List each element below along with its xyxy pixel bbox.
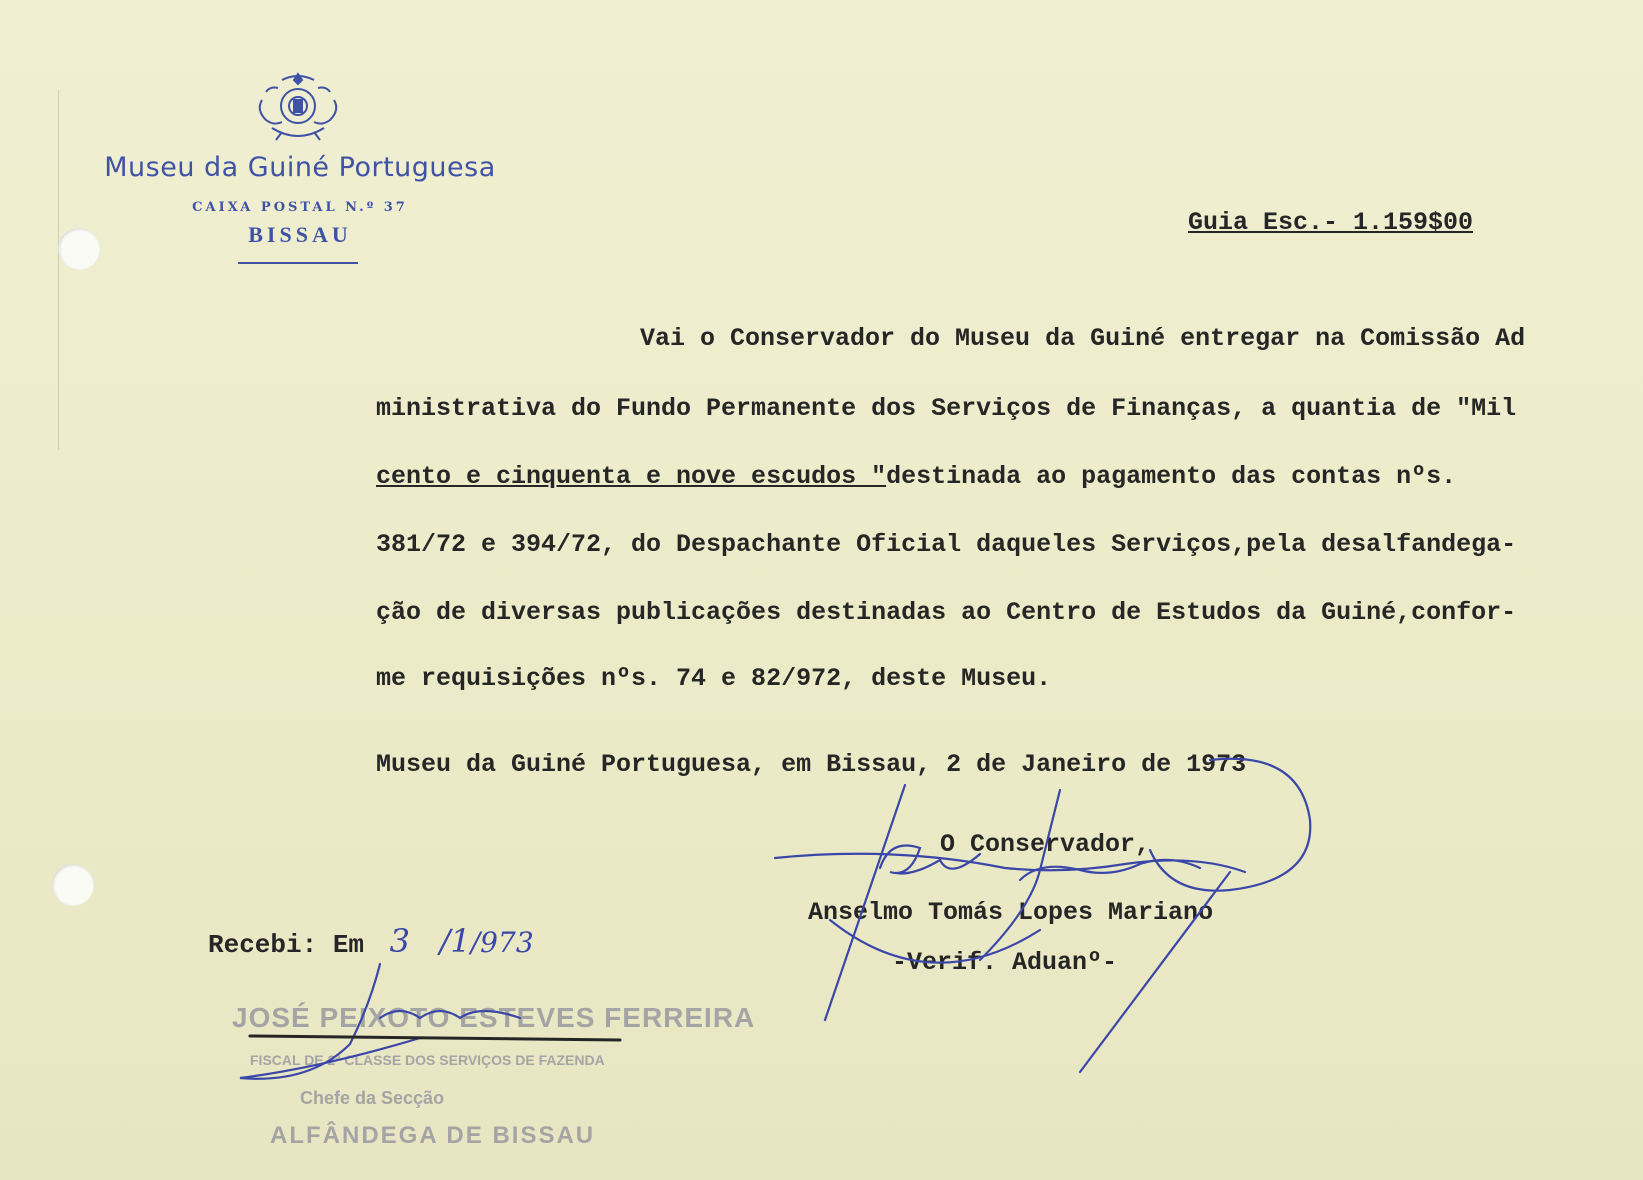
body-line-4: 381/72 e 394/72, do Despachante Oficial daqueles Serviços,pela desalfandega- bbox=[376, 530, 1517, 559]
amount-in-words: cento e cinquenta e nove escudos " bbox=[376, 462, 887, 491]
stamp-section: Chefe da Secção bbox=[300, 1088, 445, 1108]
body-line-3-rest: destinada ao pagamento das contas nºs. bbox=[886, 462, 1457, 491]
receipt-sep: / bbox=[439, 922, 451, 960]
guia-amount: Guia Esc.- 1.159$00 bbox=[1188, 208, 1474, 237]
receipt-day: 3 bbox=[389, 922, 410, 960]
body-line-2: ministrativa do Fundo Permanente dos Serviços de Finanças, a quantia de "Mil bbox=[376, 394, 1517, 423]
receipt-month: 1 bbox=[450, 922, 471, 960]
city: BISSAU bbox=[248, 222, 352, 247]
stamp-office: ALFÂNDEGA DE BISSAU bbox=[270, 1122, 596, 1149]
receipt-label: Recebi: Em bbox=[208, 930, 365, 960]
signatory-name: Anselmo Tomás Lopes Mariano bbox=[808, 898, 1214, 927]
postal-box: CAIXA POSTAL N.º 37 bbox=[192, 200, 408, 215]
stamp-title: FISCAL DE 2ª CLASSE DOS SERVIÇOS DE FAZENDA bbox=[250, 1052, 605, 1068]
date-line: Museu da Guiné Portuguesa, em Bissau, 2 de Janeiro de 1973 bbox=[376, 750, 1247, 779]
body-line-1: Vai o Conservador do Museu da Guiné entregar na Comissão Ad bbox=[640, 324, 1526, 353]
body-line-5: ção de diversas publicações destinadas ao Centro de Estudos da Guiné,confor- bbox=[376, 598, 1517, 627]
signatory-title: O Conservador, bbox=[940, 830, 1151, 859]
stamp-name: JOSÉ PEIXOTO ESTEVES FERREIRA bbox=[232, 1002, 756, 1033]
body-line-6: me requisições nºs. 74 e 82/972, deste Museu. bbox=[376, 664, 1052, 693]
receipt-year: /973 bbox=[470, 926, 534, 959]
signatory-role: -Verif. Aduanº- bbox=[892, 948, 1118, 977]
museum-name: Museu da Guiné Portuguesa bbox=[104, 152, 496, 183]
